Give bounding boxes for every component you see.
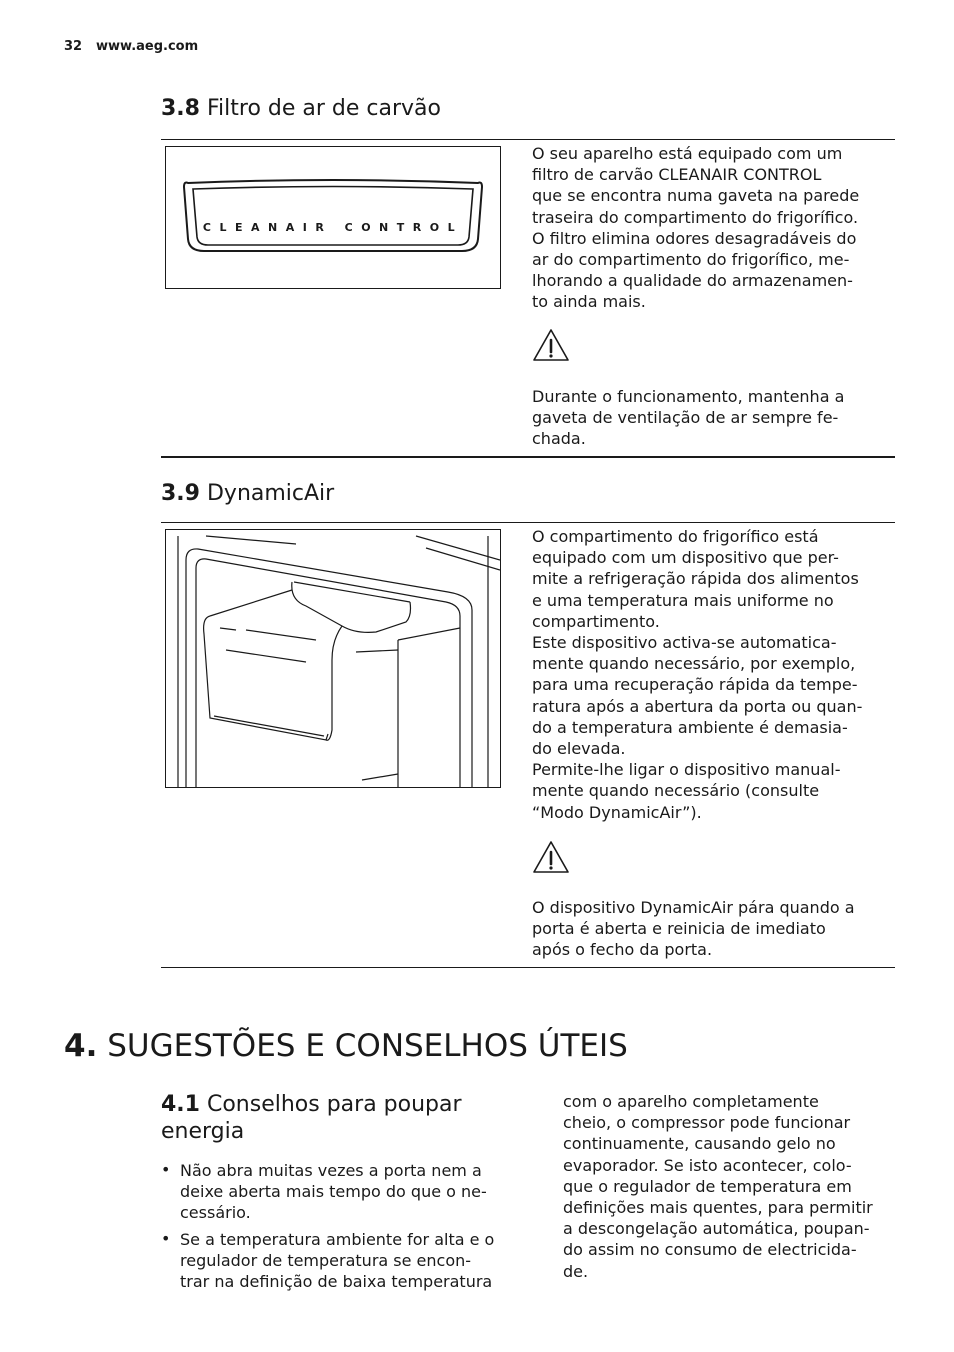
- page-number: 32: [64, 39, 83, 54]
- cleanair-label: CLEANAIR CONTROL: [202, 221, 464, 234]
- dynamicair-illustration: [166, 530, 500, 787]
- warning-triangle-icon: [532, 328, 570, 362]
- dynamicair-figure: [165, 529, 501, 788]
- section-3-9-heading: [161, 481, 334, 506]
- section-4-1-heading: [161, 1091, 541, 1145]
- section-3-9-warning-text: O dispositivo DynamicAir pára quando a porta é aberta e reinicia de imediato após o fecho da porta.: [532, 898, 855, 960]
- section-4-1-continuation: com o aparelho completamente cheio, o compressor pode funcionar continuamente, causando gelo no evaporador. Se isto acontecer, colo- que o regulador de temperatura em definições mais quentes, para permitir a descongelação automática, poupan- do assim no consumo de electricida- de.: [563, 1092, 873, 1281]
- bullet-icon: •: [161, 1160, 171, 1179]
- list-item: [161, 1229, 521, 1293]
- section-number: 3.9: [161, 481, 200, 506]
- section-bottom-rule: [161, 967, 895, 968]
- section-3-8-text: O seu aparelho está equipado com um filtro de carvão CLEANAIR CONTROL que se encontra numa gaveta na parede traseira do compartimento do frigorífico. O filtro elimina odores desagradáveis do ar do compartimento do frigorífico, me- lhorando a qualidade do armazenamen- to ainda mais.: [532, 144, 860, 312]
- section-title: Filtro de ar de carvão: [206, 96, 441, 121]
- energy-tips-list: [161, 1160, 521, 1292]
- warning-triangle-icon: [532, 840, 570, 874]
- section-title: Conselhos para poupar energia: [161, 1092, 462, 1144]
- chapter-title: SUGESTÕES E CONSELHOS ÚTEIS: [107, 1028, 628, 1064]
- chapter-number: 4.: [64, 1028, 98, 1064]
- list-item: [161, 1160, 521, 1224]
- section-number: 3.8: [161, 96, 200, 121]
- bullet-text: Não abra muitas vezes a porta nem a deixe aberta mais tempo do que o ne- cessário.: [180, 1161, 487, 1223]
- section-3-9-text: O compartimento do frigorífico está equipado com um dispositivo que per- mite a refrigeração rápida dos alimentos e uma temperatura mais uniforme no compartimento. Este dispositivo activa-se automatica- mente quando necessário, por exemplo, para uma recuperação rápida da tempe- ratura após a abertura da porta ou quan- do a temperatura ambiente é demasia- do elevada. Permite-lhe ligar o dispositivo manual- mente quando necessário (consulte “Modo DynamicAir”).: [532, 527, 863, 822]
- section-3-8-warning-text: Durante o funcionamento, mantenha a gaveta de ventilação de ar sempre fe- chada.: [532, 387, 845, 449]
- section-3-8-heading: [161, 96, 441, 121]
- section-top-rule: [161, 139, 895, 140]
- cleanair-drawer-illustration: [166, 147, 500, 288]
- bullet-text: Se a temperatura ambiente for alta e o regulador de temperatura se encon- trar na definição de baixa temperatura: [180, 1229, 495, 1292]
- cleanair-control-figure: [165, 146, 501, 289]
- chapter-heading: [64, 1028, 628, 1064]
- bullet-icon: •: [161, 1228, 171, 1248]
- section-title: DynamicAir: [206, 481, 335, 506]
- section-number: 4.1: [161, 1092, 200, 1117]
- section-top-rule: [161, 522, 895, 523]
- section-bottom-rule: [161, 456, 895, 458]
- header-url: www.aeg.com: [96, 39, 199, 54]
